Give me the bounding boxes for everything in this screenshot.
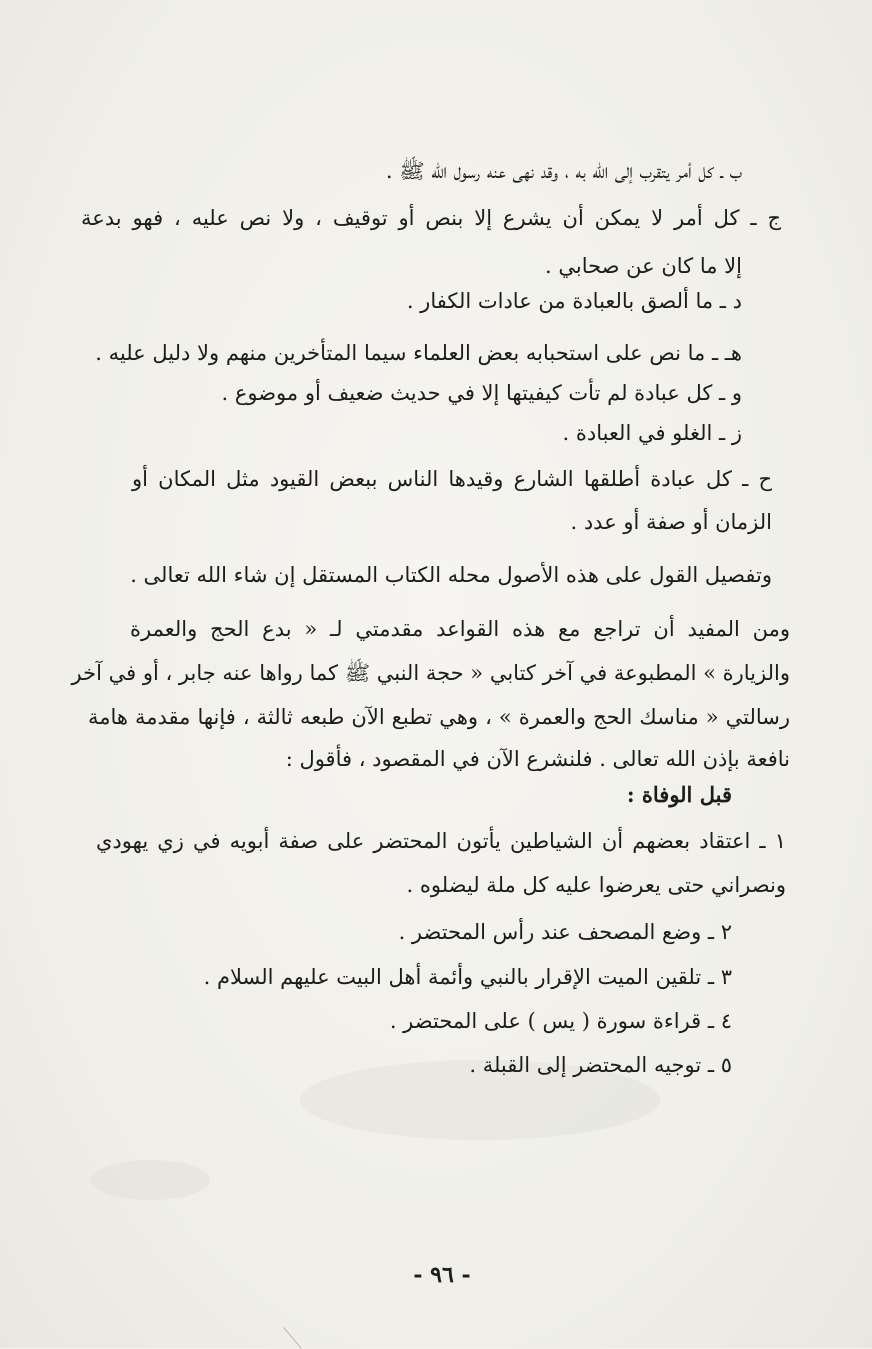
line-detail: وتفصيل القول على هذه الأصول محله الكتاب المستقل إن شاء الله تعالى . [130, 563, 772, 587]
section-heading: قبل الوفاة : [626, 782, 732, 807]
item-4: ٤ ـ قراءة سورة ( يس ) على المحتضر . [389, 1009, 732, 1033]
item-5: ٥ ـ توجيه المحتضر إلى القبلة . [469, 1053, 732, 1077]
item-1-line-2: ونصراني حتى يعرضوا عليه كل ملة ليضلوه . [406, 873, 786, 897]
line-j2: إلا ما كان عن صحابي . [545, 254, 742, 278]
paragraph-line-3: رسالتي « مناسك الحج والعمرة » ، وهي تطبع الآن طبعه ثالثة ، فإنها مقدمة هامة [88, 705, 790, 729]
line-b: ب ـ كل أمر يتقرب إلى الله به ، وقد نهى عنه رسول الله ﷺ . [385, 159, 742, 183]
page-number: - ٩٦ - [413, 1262, 471, 1288]
item-1-line-1: ١ ـ اعتقاد بعضهم أن الشياطين يأتون المحتضر على صفة أبويه في زي يهودي [96, 829, 786, 853]
scan-mark [283, 1327, 302, 1349]
item-3: ٣ ـ تلقين الميت الإقرار بالنبي وأئمة أهل البيت عليهم السلام . [203, 965, 732, 989]
paragraph-line-1: ومن المفيد أن تراجع مع هذه القواعد مقدمتي لـ « بدع الحج والعمرة [130, 617, 790, 641]
line-ha1: ح ـ كل عبادة أطلقها الشارع وقيدها الناس ببعض القيود مثل المكان أو [132, 467, 772, 491]
line-ha2: الزمان أو صفة أو عدد . [570, 510, 772, 534]
line-w: و ـ كل عبادة لم تأت كيفيتها إلا في حديث ضعيف أو موضوع . [221, 381, 742, 405]
paragraph-line-2: والزيارة » المطبوعة في آخر كتابي « حجة النبي ﷺ كما رواها عنه جابر ، أو في آخر [71, 661, 790, 685]
scan-smudge [90, 1160, 210, 1200]
line-d: د ـ ما ألصق بالعبادة من عادات الكفار . [406, 289, 742, 313]
paragraph-line-4: نافعة بإذن الله تعالى . فلنشرع الآن في المقصود ، فأقول : [285, 747, 790, 771]
item-2: ٢ ـ وضع المصحف عند رأس المحتضر . [398, 920, 732, 944]
line-z: ز ـ الغلو في العبادة . [562, 421, 742, 445]
line-h: هـ ـ ما نص على استحبابه بعض العلماء سيما المتأخرين منهم ولا دليل عليه . [95, 341, 742, 365]
line-j1: ج ـ كل أمر لا يمكن أن يشرع إلا بنص أو توقيف ، ولا نص عليه ، فهو بدعة [81, 206, 781, 230]
